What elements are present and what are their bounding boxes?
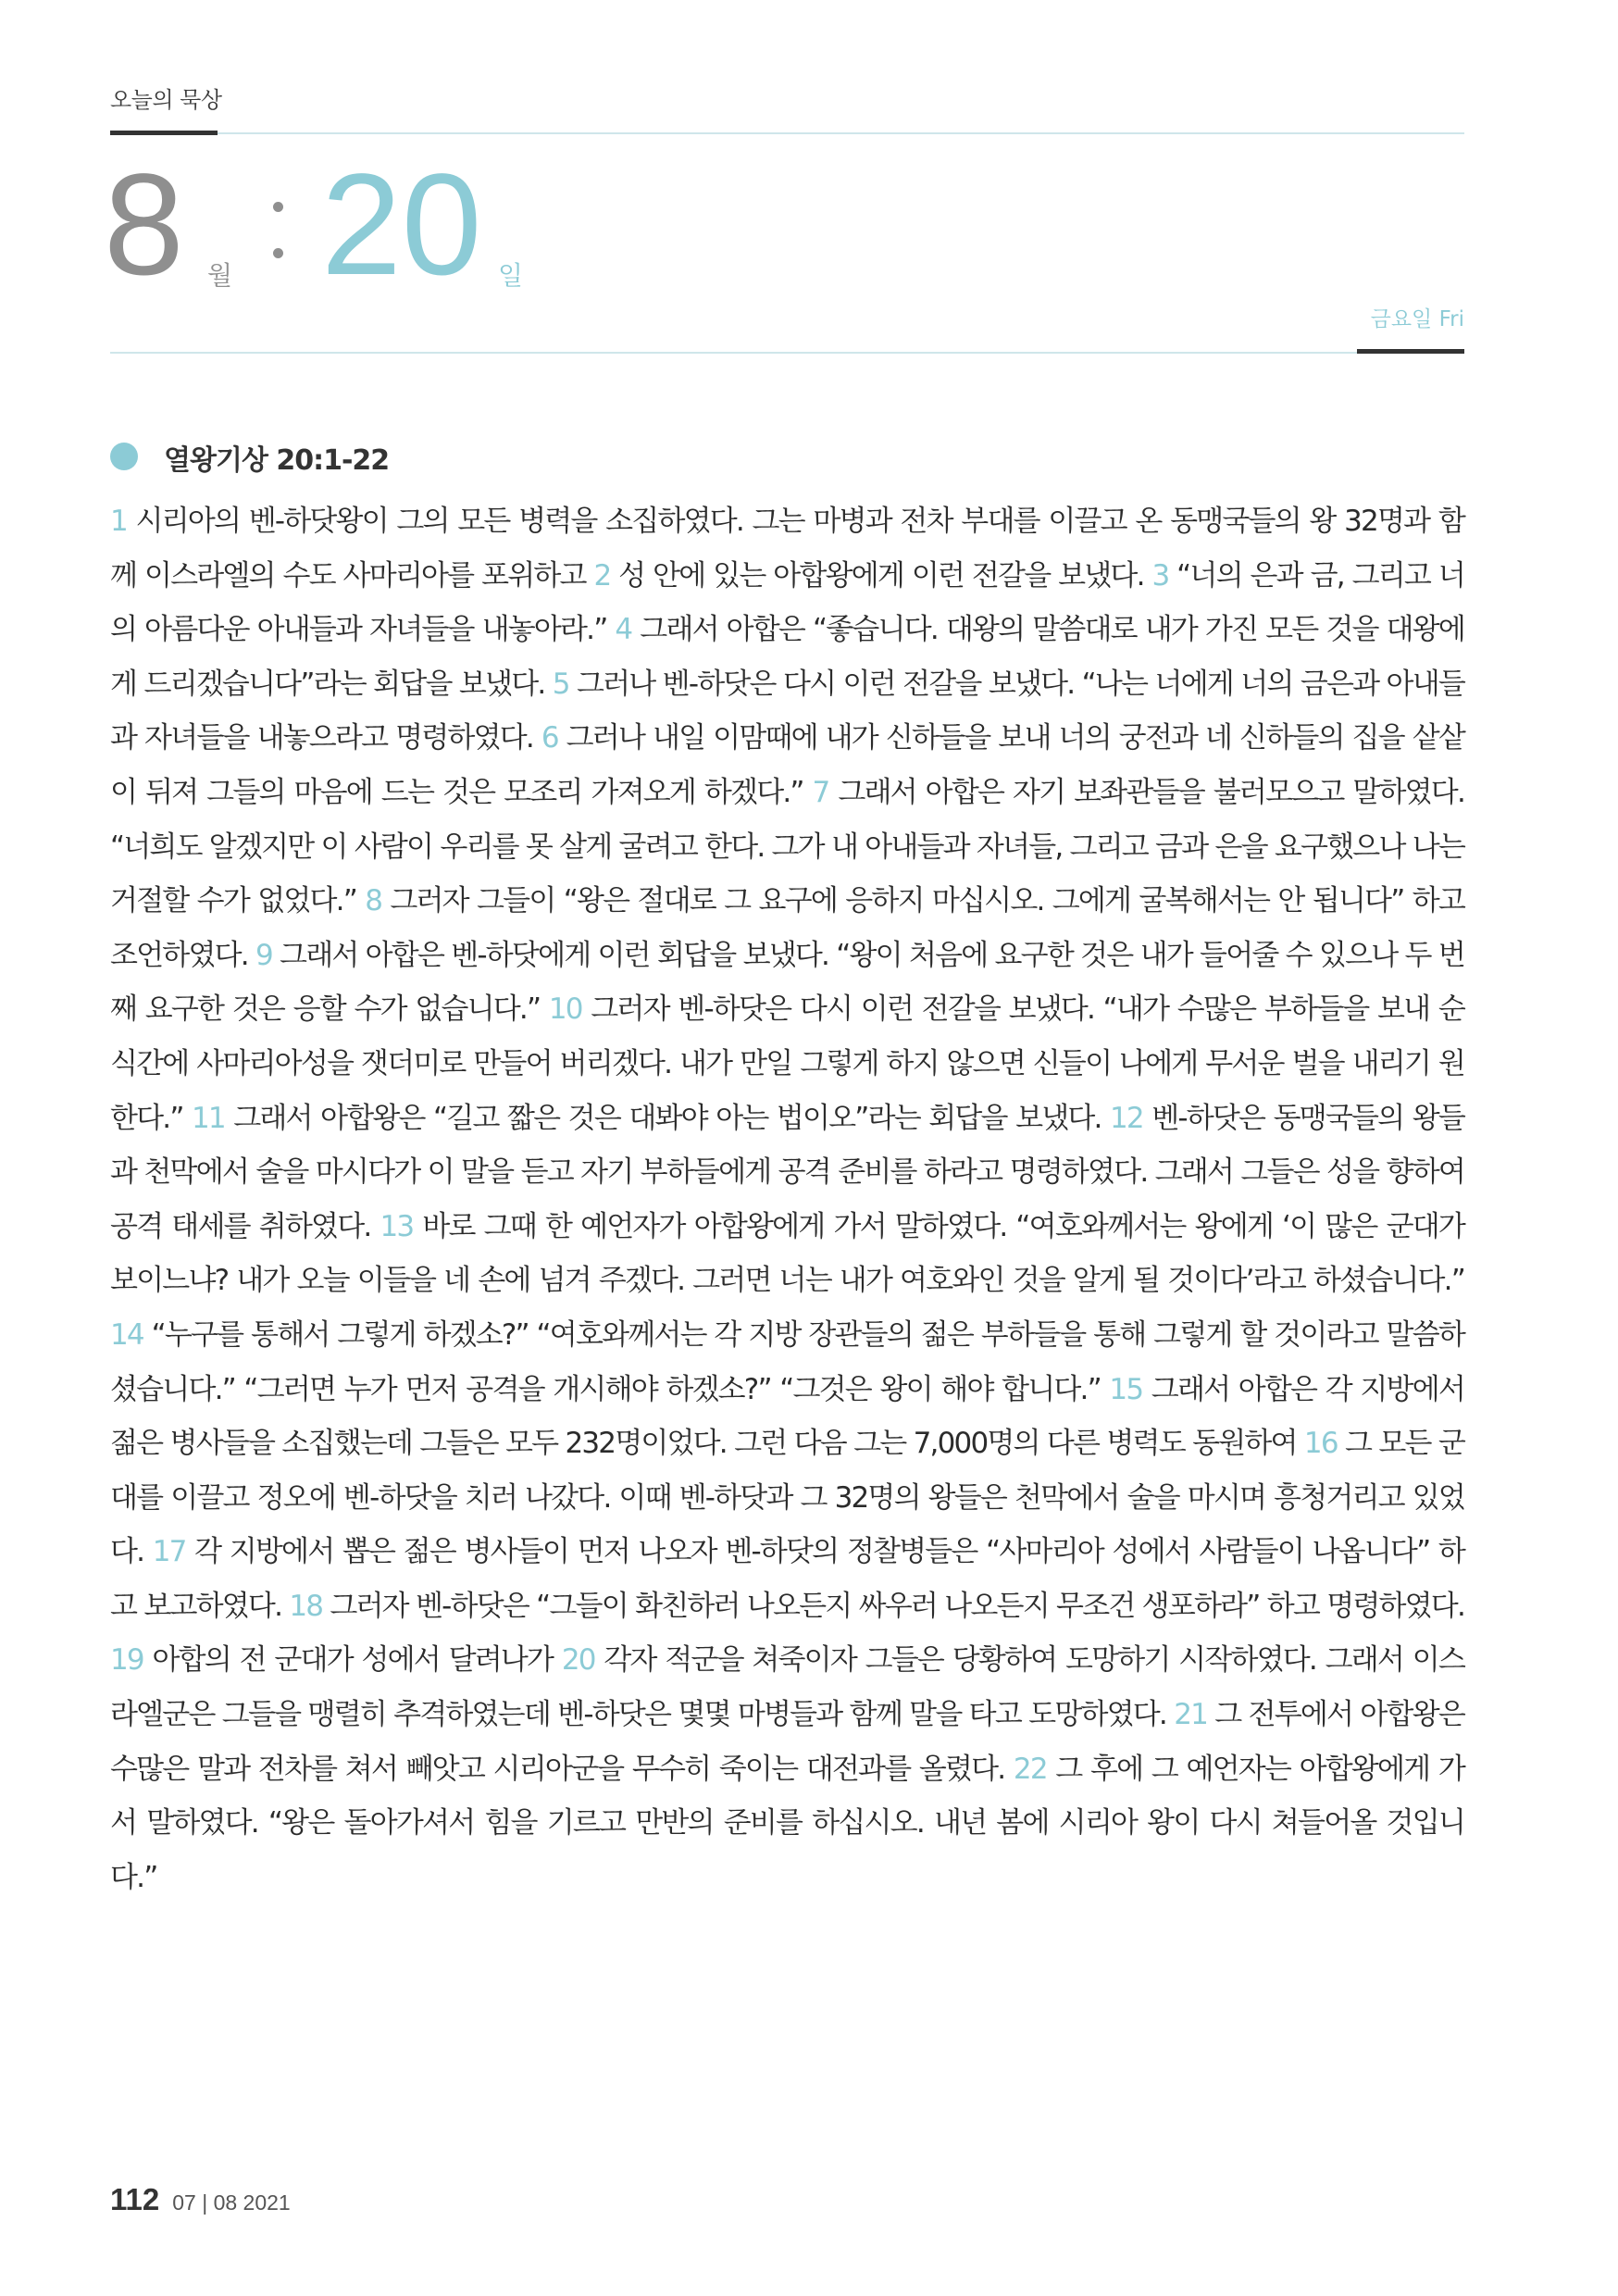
verse-number: 21 [1174,1698,1208,1732]
verse-number: 18 [289,1589,323,1623]
verse-number: 8 [365,884,382,918]
verse-number: 11 [192,1101,225,1135]
verse-text: 아합의 전 군대가 성에서 달려나가 [143,1643,562,1678]
scripture-text [110,494,1464,1904]
page-footer [110,2182,291,2217]
verse-text: 그래서 아합은 벤-하닷에게 이런 회답을 보냈다. “왕이 처음에 요구한 것은 내가 들어줄 수 있으나 두 번째 요구한 것은 응할 수가 없습니다.” [110,938,1464,1027]
verse-text: “누구를 통해서 그렇게 하겠소?” “여호와께서는 각 지방 장관들의 젊은 부하들을 통해 그렇게 할 것이라고 말씀하셨습니다.” “그러면 누가 먼저 공격을 개시해야 하겠소?” “그것은 왕이 해야 합니다.” [110,1317,1464,1406]
verse-number: 20 [561,1643,595,1678]
verse-number: 6 [541,721,558,755]
verse-number: 2 [593,558,611,593]
verse-number: 16 [1303,1427,1338,1461]
verse-text: 그러나 내일 이맘때에 내가 신하들을 보내 너의 궁전과 네 신하들의 집을 샅샅이 뒤져 그들의 마음에 드는 것은 모조리 가져오게 하겠다.” [110,721,1465,809]
verse-text: 바로 그때 한 예언자가 아합왕에게 가서 말하였다. “여호와께서는 왕에게 ‘이 많은 군대가 보이느냐? 내가 오늘 이들을 네 손에 넘겨 주겠다. 그러면 너는 내가 여호와인 것을 알게 될 것이다’라고 하셨습니다.” [110,1209,1465,1298]
verse-text: 그래서 아합은 각 지방에서 젊은 병사들을 소집했는데 그들은 모두 232명이었다. 그런 다음 그는 7,000명의 다른 병력도 동원하여 [110,1372,1464,1461]
verse-text: “너의 은과 금, 그리고 너의 아름다운 아내들과 자녀들을 내놓아라.” [110,558,1464,647]
day-number: 20 [321,144,482,306]
verse-text: 그러자 벤-하닷은 다시 이런 전갈을 보냈다. “내가 수많은 부하들을 보내 순식간에 사마리아성을 잿더미로 만들어 버리겠다. 내가 만일 그렇게 하지 않으면 신들이 나에게 무서운 벌을 내리기 원한다.” [110,992,1465,1135]
date-separator-icon [273,202,286,267]
verse-number: 4 [615,613,632,647]
verse-number: 5 [552,667,569,701]
bullet-dot-icon [110,443,138,470]
verse-number: 14 [110,1317,143,1352]
verse-number: 15 [1109,1372,1143,1406]
verse-text: 그 모든 군대를 이끌고 정오에 벤-하닷을 치러 나갔다. 이때 벤-하닷과 그 32명의 왕들은 천막에서 술을 마시며 흥청거리고 있었다. [110,1427,1465,1569]
verse-number: 7 [812,775,829,809]
verse-number: 1 [110,505,127,538]
verse-text: 시리아의 벤-하닷왕이 그의 모든 병력을 소집하였다. 그는 마병과 전차 부대를 이끌고 온 동맹국들의 왕 32명과 함께 이스라엘의 수도 사마리아를 포위하고 [110,505,1464,593]
verse-number: 12 [1109,1101,1143,1135]
month-number: 8 [104,144,184,306]
verse-number: 9 [255,938,272,972]
page-number: 112 [110,2182,160,2216]
date-divider-accent [1357,349,1464,354]
header-divider [110,132,1464,134]
verse-text: 각자 적군을 쳐죽이자 그들은 당황하여 도망하기 시작하였다. 그래서 이스라엘군은 그들을 맹렬히 추격하였는데 벤-하닷은 몇몇 마병들과 함께 말을 타고 도망하였다. [110,1643,1464,1732]
header-divider-accent [110,131,218,135]
month-unit: 월 [207,260,233,291]
verse-text: 그 후에 그 예언자는 아합왕에게 가서 말하였다. “왕은 돌아가셔서 힘을 기르고 만반의 준비를 하십시오. 내년 봄에 시리아 왕이 다시 쳐들어올 것입니다.” [110,1752,1464,1894]
verse-text: 그래서 아합은 자기 보좌관들을 불러모으고 말하였다. “너희도 알겠지만 이 사람이 우리를 못 살게 굴려고 한다. 그가 내 아내들과 자녀들, 그리고 금과 은을 요구했으나 나는 거절할 수가 없었다.” [110,775,1464,918]
verse-number: 13 [380,1209,414,1243]
verse-text: 각 지방에서 뽑은 젊은 병사들이 먼저 나오자 벤-하닷의 정찰병들은 “사마리아 성에서 사람들이 나옵니다” 하고 보고하였다. [110,1535,1464,1623]
verse-number: 3 [1151,558,1169,593]
verse-number: 19 [110,1643,143,1678]
verse-number: 17 [152,1535,186,1569]
verse-number: 22 [1013,1752,1047,1786]
day-unit: 일 [498,260,524,291]
verse-text: 그러자 벤-하닷은 “그들이 화친하러 나오든지 싸우러 나오든지 무조건 생포하라” 하고 명령하였다. [322,1589,1464,1623]
verse-number: 10 [548,992,582,1027]
passage-reference: 열왕기상 20:1-22 [164,444,390,477]
verse-text: 그러자 그들이 “왕은 절대로 그 요구에 응하지 마십시오. 그에게 굴복해서는 안 됩니다” 하고 조언하였다. [110,884,1464,972]
verse-text: 그러나 벤-하닷은 다시 이런 전갈을 보냈다. “나는 너에게 너의 금은과 아내들과 자녀들을 내놓으라고 명령하였다. [110,667,1464,755]
verse-text: 그래서 아합왕은 “길고 짧은 것은 대봐야 아는 법이오”라는 회답을 보냈다. [224,1101,1110,1135]
issue-date: 07 | 08 2021 [172,2190,291,2215]
weekday-label: 금요일 Fri [1370,307,1464,331]
date-divider [110,352,1464,354]
verse-text: 성 안에 있는 아합왕에게 이런 전갈을 보냈다. [610,558,1152,593]
section-label: 오늘의 묵상 [110,87,222,113]
verse-text: 벤-하닷은 동맹국들의 왕들과 천막에서 술을 마시다가 이 말을 듣고 자기 부하들에게 공격 준비를 하라고 명령하였다. 그래서 그들은 성을 향하여 공격 태세를 취하였다. [110,1101,1464,1243]
verse-text: 그 전투에서 아합왕은 수많은 말과 전차를 쳐서 빼앗고 시리아군을 무수히 죽이는 대전과를 올렸다. [110,1698,1464,1786]
verse-text: 그래서 아합은 “좋습니다. 대왕의 말씀대로 내가 가진 모든 것을 대왕에게 드리겠습니다”라는 회답을 보냈다. [110,613,1464,701]
